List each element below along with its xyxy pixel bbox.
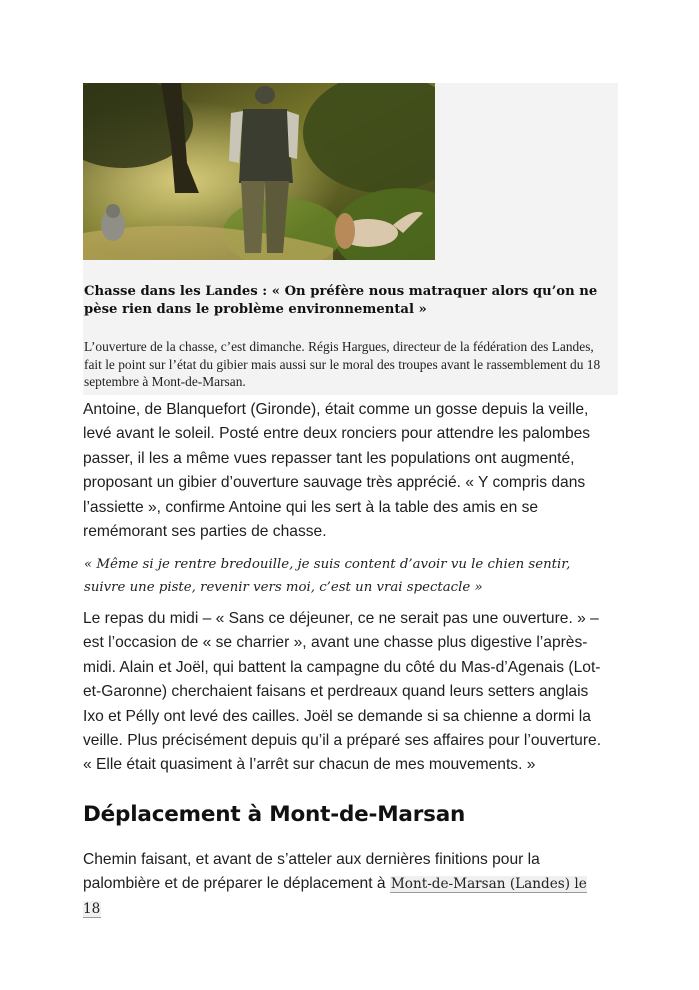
paragraph-text: Chemin faisant, et avant de s’atteler aux dernières finitions pour la palombière et de préparer le déplacement à [83, 851, 540, 893]
mont-de-marsan-link[interactable]: Mont-de-Marsan (Landes) le 18 [83, 876, 587, 917]
related-article-summary: L’ouverture de la chasse, c’est dimanche. Régis Hargues, directeur de la fédération des Landes, fait le point sur l’état du gibier mais aussi sur le moral des troupes avant le rassemblement du 18 septembre à Mont-de-Marsan. [84, 339, 601, 389]
related-article-title[interactable]: Chasse dans les Landes : « On préfère nous matraquer alors qu’on ne pèse rien dans le problème environnemental » [84, 284, 598, 317]
hunter-with-dogs-photo [83, 83, 435, 260]
pull-quote: « Même si je rentre bredouille, je suis content d’avoir vu le chien sentir, suivre une piste, revenir vers moi, c’est un vrai spectacle » [84, 557, 571, 595]
article-paragraph: Le repas du midi – « Sans ce déjeuner, ce ne serait pas une ouverture. » – est l’occasion de « se charrier », avant une chasse plus digestive l’après-midi. Alain et Joël, qui battent la campagne du côté du Mas-d’Agenais (Lot-et-Garonne) cherchaient faisans et perdreaux quand leurs setters anglais Ixo et Pélly ont levé des cailles. Joël se demande si sa chienne a dormi la veille. Plus précisément depuis qu’il a préparé ses affaires pour l’ouverture. « Elle était quasiment à l’arrêt sur chacun de mes mouvements. » [83, 610, 602, 774]
article-paragraph [83, 848, 608, 921]
section-heading: Déplacement à Mont-de-Marsan [83, 802, 466, 827]
article-paragraph: Antoine, de Blanquefort (Gironde), était comme un gosse depuis la veille, levé avant le soleil. Posté entre deux ronciers pour attendre les palombes passer, il les a même vues repasser tant les populations ont augmenté, proposant un gibier d’ouverture sauvage très apprécié. « Y compris dans l’assiette », confirme Antoine qui les sert à la table des amis en se remémorant ses parties de chasse. [83, 401, 591, 541]
